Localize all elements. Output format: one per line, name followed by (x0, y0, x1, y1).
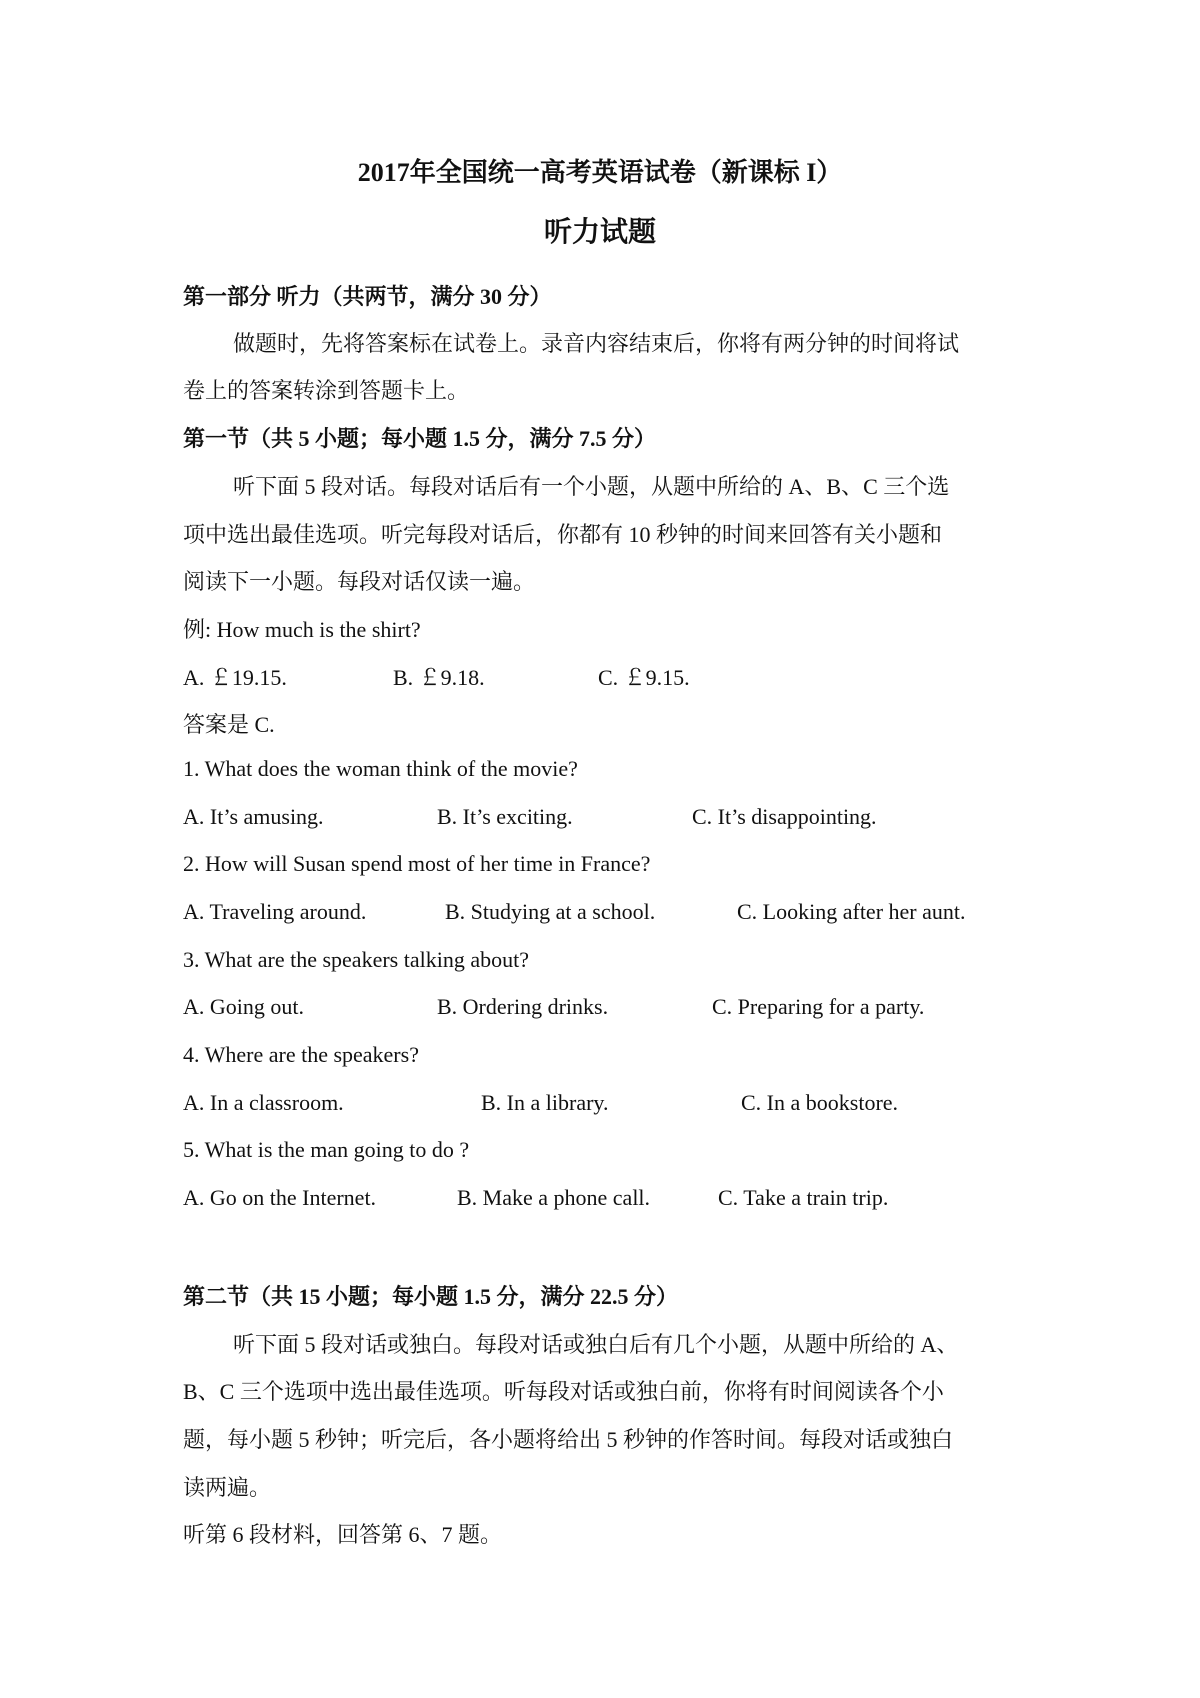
example-option-c: C. ￡9.15. (598, 665, 690, 690)
part1-instruction: 卷上的答案转涂到答题卡上。 (183, 378, 470, 403)
option-c: C. Looking after her aunt. (737, 899, 966, 924)
option-a: A. Go on the Internet. (183, 1185, 377, 1210)
option-c: C. In a bookstore. (741, 1090, 899, 1115)
section2-instruction: 读两遍。 (183, 1475, 272, 1500)
option-c: C. Take a train trip. (718, 1185, 889, 1210)
option-b: B. In a library. (481, 1090, 609, 1115)
question-text: 2. How will Susan spend most of her time in France? (183, 851, 651, 876)
question-text: 5. What is the man going to do ? (183, 1137, 470, 1162)
section2-heading: 第二节（共 15 小题；每小题 1.5 分，满分 22.5 分） (183, 1284, 679, 1309)
option-a: A. Traveling around. (183, 899, 367, 924)
option-b: B. Make a phone call. (457, 1185, 651, 1210)
question-text: 3. What are the speakers talking about? (183, 947, 529, 972)
option-b: B. It’s exciting. (437, 804, 573, 829)
option-b: B. Studying at a school. (445, 899, 656, 924)
section2-prompt: 听第 6 段材料，回答第 6、7 题。 (183, 1522, 503, 1547)
section1-instruction: 项中选出最佳选项。听完每段对话后，你都有 10 秒钟的时间来回答有关小题和 (183, 522, 943, 547)
example-option-b: B. ￡9.18. (393, 665, 485, 690)
option-c: C. Preparing for a party. (712, 994, 925, 1019)
section1-instruction: 听下面 5 段对话。每段对话后有一个小题，从题中所给的 A、B、C 三个选 (233, 474, 950, 499)
part1-heading: 第一部分 听力（共两节，满分 30 分） (183, 284, 552, 309)
section2-instruction: B、C 三个选项中选出最佳选项。听每段对话或独白前，你将有时间阅读各个小 (183, 1379, 944, 1404)
option-c: C. It’s disappointing. (692, 804, 877, 829)
section2-instruction: 题，每小题 5 秒钟；听完后，各小题将给出 5 秒钟的作答时间。每段对话或独白 (183, 1427, 954, 1452)
page-title: 2017年全国统一高考英语试卷（新课标 I） (357, 158, 843, 187)
question-text: 1. What does the woman think of the movie? (183, 756, 578, 781)
section1-heading: 第一节（共 5 小题；每小题 1.5 分，满分 7.5 分） (183, 426, 657, 451)
section2-instruction: 听下面 5 段对话或独白。每段对话或独白后有几个小题，从题中所给的 A、 (233, 1332, 959, 1357)
example-question: 例: How much is the shirt? (183, 617, 421, 642)
question-text: 4. Where are the speakers? (183, 1042, 419, 1067)
part1-instruction: 做题时，先将答案标在试卷上。录音内容结束后，你将有两分钟的时间将试 (233, 331, 960, 356)
option-a: A. It’s amusing. (183, 804, 324, 829)
option-a: A. In a classroom. (183, 1090, 344, 1115)
example-option-a: A. ￡19.15. (183, 665, 287, 690)
page-subtitle: 听力试题 (543, 217, 656, 248)
section1-instruction: 阅读下一小题。每段对话仅读一遍。 (183, 569, 536, 594)
option-b: B. Ordering drinks. (437, 994, 609, 1019)
example-answer: 答案是 C. (183, 712, 275, 737)
option-a: A. Going out. (183, 994, 304, 1019)
